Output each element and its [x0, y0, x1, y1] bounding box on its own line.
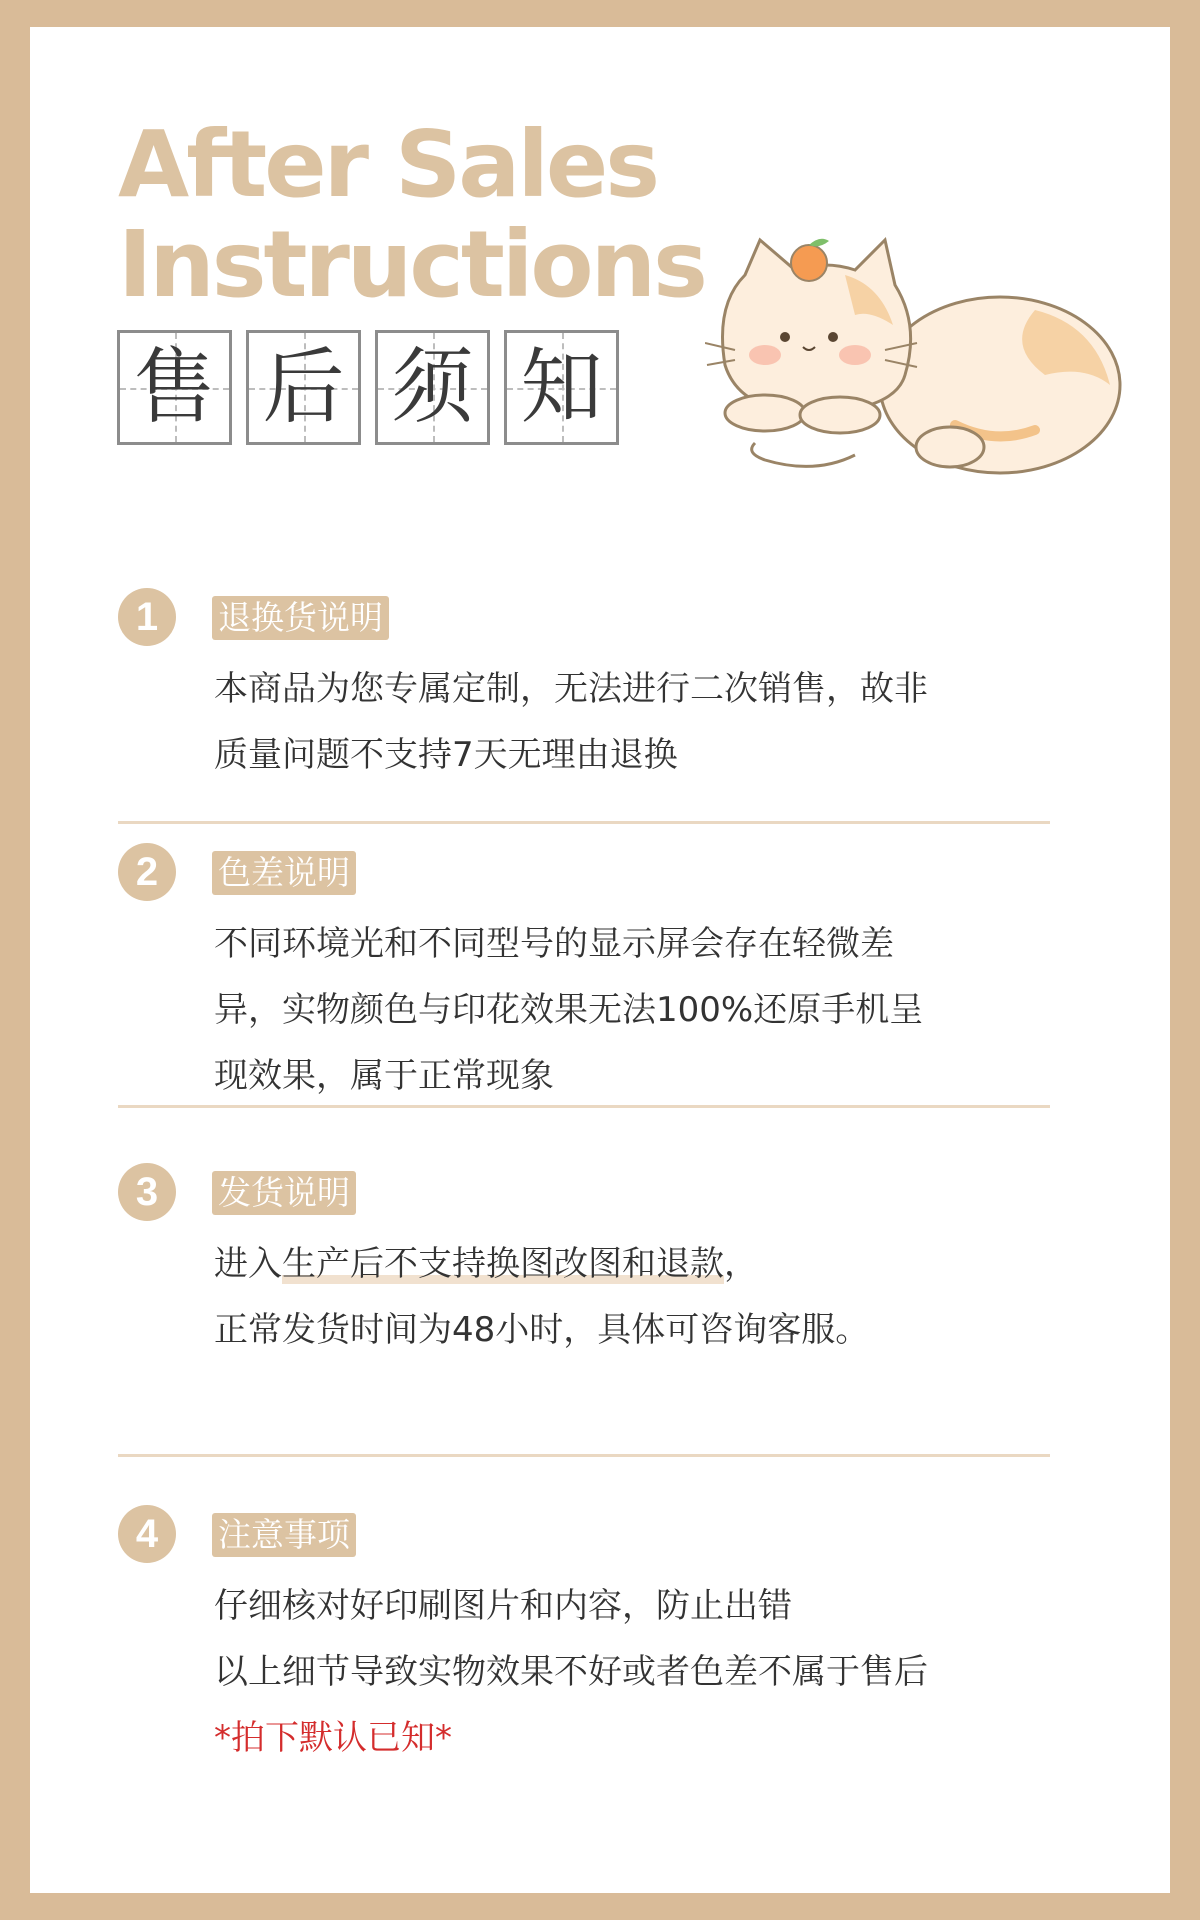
section-body: [214, 1231, 1044, 1363]
body-line: 正常发货时间为48小时，具体可咨询客服。: [214, 1310, 870, 1350]
body-line: 本商品为您专属定制，无法进行二次销售，故非: [214, 669, 928, 709]
body-line: 仔细核对好印刷图片和内容，防止出错: [214, 1586, 792, 1626]
section-number: 1: [118, 588, 176, 646]
grid-cell-4: [504, 330, 619, 445]
divider: [118, 1105, 1050, 1108]
body-line: 不同环境光和不同型号的显示屏会存在轻微差: [214, 924, 894, 964]
section-heading: 注意事项: [212, 1513, 356, 1557]
notice-text: *拍下默认已知*: [214, 1718, 452, 1758]
body-line: 质量问题不支持7天无理由退换: [214, 735, 678, 775]
section-return-exchange: [118, 588, 1068, 775]
title-line-2: Instructions: [118, 211, 705, 318]
title-english: [118, 111, 705, 318]
title-line-1: After Sales: [118, 111, 658, 218]
section-heading: 色差说明: [212, 851, 356, 895]
section-notes: [118, 1505, 1068, 1765]
grid-char: 须: [391, 339, 474, 435]
section-number: 4: [118, 1505, 176, 1563]
grid-cell-1: [117, 330, 232, 445]
grid-cell-2: [246, 330, 361, 445]
highlighted-text: 生产后不支持换图改图和退款: [282, 1244, 724, 1284]
section-number: 2: [118, 843, 176, 901]
grid-char: 后: [262, 339, 345, 435]
body-line: 异，实物颜色与印花效果无法100%还原手机呈: [214, 990, 924, 1030]
body-line: 现效果，属于正常现象: [214, 1056, 554, 1096]
section-heading: 退换货说明: [212, 596, 389, 640]
body-line: 以上细节导致实物效果不好或者色差不属于售后: [214, 1652, 928, 1692]
section-body: [214, 911, 1044, 1109]
grid-char: 知: [520, 339, 603, 435]
body-line-suffix: ，: [724, 1244, 758, 1284]
divider: [118, 1454, 1050, 1457]
body-line: [214, 1231, 1044, 1297]
grid-cell-3: [375, 330, 490, 445]
cat-illustration: [705, 215, 1135, 495]
title-chinese-grid: [117, 330, 619, 445]
section-heading: 发货说明: [212, 1171, 356, 1215]
section-body: [214, 656, 1044, 788]
section-number: 3: [118, 1163, 176, 1221]
grid-char: 售: [133, 339, 216, 435]
section-body: [214, 1573, 1044, 1771]
section-shipping: [118, 1163, 1068, 1363]
body-line-prefix: 进入: [214, 1244, 282, 1284]
divider: [118, 821, 1050, 824]
section-color-difference: [118, 843, 1068, 1096]
